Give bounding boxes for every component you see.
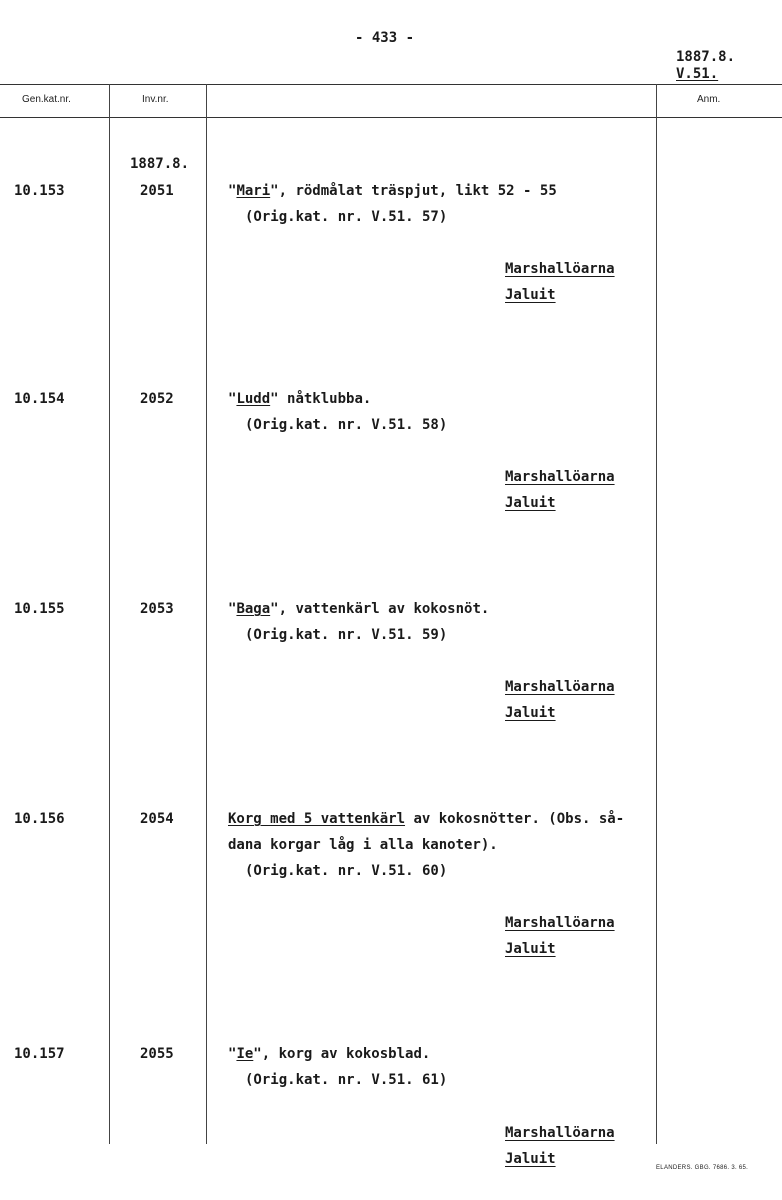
native-name: Mari xyxy=(236,183,271,199)
locality xyxy=(505,1120,615,1172)
orig-kat-line: (Orig.kat. nr. V.51. 59) xyxy=(245,627,448,643)
page-number: - 433 - xyxy=(355,30,415,46)
orig-kat-line: (Orig.kat. nr. V.51. 60) xyxy=(245,863,448,879)
description-text: , korg av kokosblad. xyxy=(261,1046,431,1062)
locality xyxy=(505,910,615,962)
entry-description: "Baga", vattenkärl av kokosnöt. (Orig.kat. nr. V.51. 59) xyxy=(228,596,489,648)
table-top-rule xyxy=(0,84,782,85)
entry-description: "Mari", rödmålat träspjut, likt 52 - 55 (Orig.kat. nr. V.51. 57) xyxy=(228,178,557,230)
place: Jaluit xyxy=(505,287,556,303)
column-divider-1 xyxy=(109,84,110,1144)
printer-footer: ELANDERS. GBG. 7686. 3. 65. xyxy=(656,1165,749,1171)
inv-number: 2052 xyxy=(140,391,174,407)
col-header-gen-kat-nr: Gen.kat.nr. xyxy=(22,94,71,105)
column-divider-2 xyxy=(206,84,207,1144)
entry-description: "Ludd" nåtklubba. (Orig.kat. nr. V.51. 58) xyxy=(228,386,447,438)
inv-number: 2053 xyxy=(140,601,174,617)
description-text: nåtklubba. xyxy=(278,391,372,407)
inv-number: 2051 xyxy=(140,183,174,199)
description-text: , rödmålat träspjut, likt 52 - 55 xyxy=(278,183,557,199)
gen-kat-number: 10.153 xyxy=(14,183,65,199)
gen-kat-number: 10.156 xyxy=(14,811,65,827)
place: Jaluit xyxy=(505,705,556,721)
native-name: Baga xyxy=(236,601,271,617)
header-date: 1887.8. xyxy=(676,49,736,65)
entry-description xyxy=(228,806,624,884)
inv-number: 2054 xyxy=(140,811,174,827)
region: Marshallöarna xyxy=(505,1125,615,1141)
place: Jaluit xyxy=(505,941,556,957)
place: Jaluit xyxy=(505,495,556,511)
header-reference xyxy=(676,49,735,83)
orig-kat-line: (Orig.kat. nr. V.51. 58) xyxy=(245,417,448,433)
region: Marshallöarna xyxy=(505,679,615,695)
description-text: , vattenkärl av kokosnöt. xyxy=(278,601,490,617)
locality xyxy=(505,256,615,308)
region: Marshallöarna xyxy=(505,261,615,277)
native-name: Ludd xyxy=(236,391,271,407)
header-ref: V.51. xyxy=(676,66,719,82)
gen-kat-number: 10.155 xyxy=(14,601,65,617)
description-text: av kokosnötter. (Obs. så- xyxy=(405,811,625,827)
orig-kat-line: (Orig.kat. nr. V.51. 57) xyxy=(245,209,448,225)
region: Marshallöarna xyxy=(505,915,615,931)
native-name: Korg med 5 vattenkärl xyxy=(228,811,406,827)
table-header-rule xyxy=(0,117,782,118)
col-header-inv-nr: Inv.nr. xyxy=(142,94,169,105)
region: Marshallöarna xyxy=(505,469,615,485)
locality xyxy=(505,464,615,516)
col-header-anm: Anm. xyxy=(697,94,721,105)
entry-description: "Ie", korg av kokosblad. (Orig.kat. nr. V.51. 61) xyxy=(228,1041,447,1093)
locality xyxy=(505,674,615,726)
orig-kat-line: (Orig.kat. nr. V.51. 61) xyxy=(245,1072,448,1088)
inv-number: 2055 xyxy=(140,1046,174,1062)
place: Jaluit xyxy=(505,1151,556,1167)
gen-kat-number: 10.157 xyxy=(14,1046,65,1062)
column-divider-3 xyxy=(656,84,657,1144)
gen-kat-number: 10.154 xyxy=(14,391,65,407)
group-date: 1887.8. xyxy=(130,156,190,172)
description-continuation: dana korgar låg i alla kanoter). xyxy=(228,837,498,853)
native-name: Ie xyxy=(236,1046,254,1062)
